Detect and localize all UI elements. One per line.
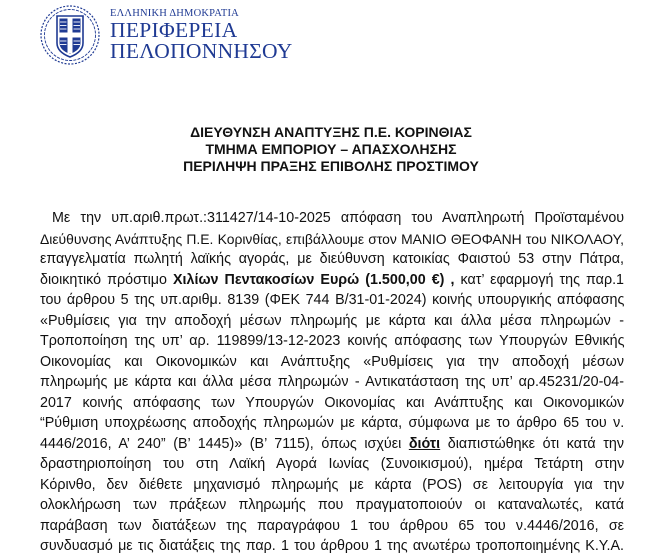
body-line: παράβαση των διατάξεων της παραγράφου 1 του άρθρου 65 του ν.4446/2016, σε — [40, 517, 625, 534]
body-line: Διεύθυνσης Ανάπτυξης Π.Ε. Κορινθίας, επιβάλλουμε στον ΜΑΝΙΟ ΘΕΟΦΑΝΗ του ΝΙΚΟΛΑΟΥ, — [40, 230, 624, 247]
body-line — [40, 434, 624, 455]
body-line: Τροποποίηση της υπ’ αρ. 119899/13-12-2023 κοινής απόφασης των Υπουργών Εθνικής — [40, 333, 625, 349]
body-line: Με την υπ.αριθ.πρωτ.:311427/14-10-2025 απόφαση του Αναπληρωτή Προϊσταμένου — [52, 210, 625, 226]
greek-coat-of-arms-icon — [38, 3, 102, 67]
body-line: του άρθρου 5 της υπ.αριθμ. 8139 (ΦΕΚ 744 Β/31-01-2024) κοινής υπουργικής απόφασης — [40, 292, 625, 308]
region-name-line1: ΠΕΡΙΦΕΡΕΙΑ — [110, 18, 238, 42]
body-line: Οικονομίας και Οικονομικών και Ανάπτυξης «Ρυθμίσεις για την αποδοχή μέσων — [40, 353, 624, 370]
body-line: Κόρινθο, δεν διέθετε μηχανισμό πληρωμής με κάρτα (POS) σε λειτουργία για την — [40, 476, 625, 493]
document-subject: ΠΕΡΙΛΗΨΗ ΠΡΑΞΗΣ ΕΠΙΒΟΛΗΣ ΠΡΟΣΤΙΜΟΥ — [183, 158, 479, 174]
region-name-line2: ΠΕΛΟΠΟΝΝΗΣΟΥ — [110, 39, 293, 63]
body-text-fragment: κατ’ εφαρμογή της παρ.1 — [460, 271, 625, 288]
logo-text — [110, 7, 293, 62]
body-line: συνδυασμό με τις διατάξεις της παρ. 1 του άρθρου 1 της ανωτέρω τροποποιημένης Κ.Υ.Α. — [40, 538, 624, 554]
body-line: ολοκλήρωση των πράξεων πληρωμής που πραγματοποιούν οι καταναλωτές, κατά — [40, 497, 624, 513]
body-line: πληρωμής με κάρτα και άλλα μέσα πληρωμών - Αντικατάσταση της υπ’ αρ.45231/20-04- — [40, 374, 624, 390]
body-line: “Ρύθμιση υποχρέωσης αποδοχής πληρωμών με κάρτα, σύμφωνα με το άρθρο 65 του ν. — [40, 415, 625, 431]
body-text-fragment: διοικητικό πρόστιμο — [40, 271, 167, 288]
section-title: ΤΜΗΜΑ ΕΜΠΟΡΙΟΥ – ΑΠΑΣΧΟΛΗΣΗΣ — [205, 141, 457, 157]
body-line: δραστηριοποίηση του στη Λαϊκή Αγορά Ιωνίας (Συνοικισμού), ημέρα Τετάρτη στην — [40, 456, 625, 472]
body-line: επαγγελματία πωλητή λαϊκής αγοράς, με διεύθυνση κατοικίας Φαιστού 53 στην Πάτρα, — [40, 251, 624, 267]
body-text-fragment: διαπιστώθηκε ότι κατά την — [447, 435, 625, 452]
body-line — [40, 270, 624, 291]
reason-emphasis: διότι — [408, 435, 441, 452]
republic-label: ΕΛΛΗΝΙΚΗ ΔΗΜΟΚΡΑΤΙΑ — [110, 8, 239, 19]
region-logo — [38, 3, 298, 65]
department-title: ΔΙΕΥΘΥΝΣΗ ΑΝΑΠΤΥΞΗΣ Π.Ε. ΚΟΡΙΝΘΙΑΣ — [190, 124, 472, 140]
body-text-fragment: 4446/2016, Α’ 240” (Β’ 1445)» (Β’ 7115), όπως ισχύει — [40, 435, 402, 452]
body-line: 2017 κοινής απόφασης των Υπουργών Οικονομίας και Ανάπτυξης και Οικονομικών — [40, 394, 625, 411]
fine-amount: Χιλίων Πεντακοσίων Ευρώ (1.500,00 €) , — [173, 271, 455, 288]
document-body — [40, 208, 624, 557]
document-titles — [0, 124, 662, 175]
body-line: «Ρυθμίσεις για την αποδοχή μέσων πληρωμής με κάρτα και άλλα μέσα πληρωμών - — [40, 312, 624, 329]
